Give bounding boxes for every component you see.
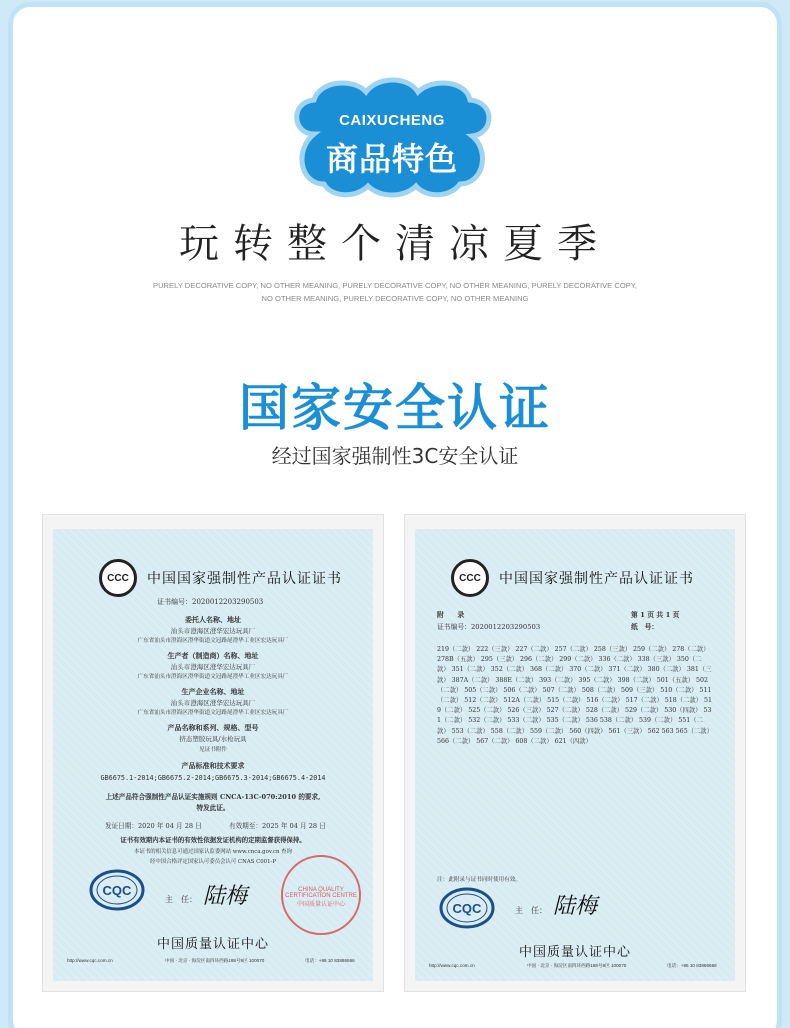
cert-number: 证书编号：2020012203290503 bbox=[157, 598, 264, 606]
product-note: 见证书附件 bbox=[199, 747, 227, 753]
director-label: 主 任： bbox=[165, 895, 197, 904]
page-indicator: 第 1 页 共 1 页 bbox=[631, 611, 680, 619]
certificate-right bbox=[415, 529, 735, 981]
client-name: 汕头市澄海区澄华宏达玩具厂 bbox=[170, 627, 256, 635]
model-list: 219（二款） 222（三款） 227（二款） 257（二款） 258（三款） 259（二款） 278（二款） 278B（五款） 295（三款） 296（二款） 299（二款） 336（二款） 338（三款） 350（二款） 351（二款） 352（二款） 368（二款） 370（二款） 371（二款） 380（二款） 381（三款） 387A（二款） 388E（二款） 393（二款） 395（二款） 398（二款） 501（五款） 502（二款） 505（二款） 506（二款） 507（二款） 508（二款） 509（三款） 510（二款） 511（二款） 512（二款） 512A（二款） 515（二款） 516（二款） 517（二款） 518（二款） 519（二款） 525（二款） 526（三款） 527（二款） 528（二款） 529（二款） 530（四款） 531（二款） 532（二款） 533（二款） 535（二款） 536 538（二款） 539（二款） 551（二款） 553（二款） 558（二款） 559（二款） 560（四款） 561（三款） 562 563 565（二款） 566（二款） 567（二款） 608（二款） 621（四款） bbox=[437, 646, 713, 745]
maker-address: 广东省汕头市澄海区澄华街道文冠路尾澄华工业区宏达玩具厂 bbox=[137, 674, 289, 680]
signature: 陆梅 bbox=[203, 884, 248, 909]
footer-phone: 电话：+86 10 83886666 bbox=[667, 963, 717, 968]
client-label: 委托人名称、地址 bbox=[185, 615, 241, 624]
certificate-title: 中国国家强制性产品认证证书 bbox=[499, 571, 694, 587]
validity-note: 证书有效期内本证书的有效性依据发证机构的定期监督获得保持。 bbox=[120, 836, 306, 844]
standards: GB6675.1-2014;GB6675.2-2014;GB6675.3-2014;GB6675.4-2014 bbox=[100, 774, 326, 782]
director-label: 主 任： bbox=[515, 906, 547, 915]
footer-address: 中国 · 北京 · 海淀区南四环西路188号9区 100070 bbox=[165, 958, 265, 963]
appendix-label: 附 录 bbox=[437, 611, 465, 619]
issue-date: 发证日期：2020 年 04 月 28 日 bbox=[105, 822, 202, 830]
ccc-logo-icon: CCC bbox=[99, 559, 137, 597]
cert-number: 证书编号：2020012203290503 bbox=[437, 623, 541, 631]
query-note-2: 经中国合格评定国家认可委员会认可 CNAS C001-P bbox=[150, 859, 276, 865]
footer-phone: 电话：+86 10 83886666 bbox=[305, 958, 355, 963]
section-title: 国家安全认证 bbox=[239, 379, 551, 437]
cqc-logo-icon bbox=[89, 869, 145, 911]
paper-number: 纸 号： bbox=[631, 623, 659, 631]
headline: 玩转整个清凉夏季 bbox=[179, 221, 611, 267]
factory-name: 汕头市澄海区澄华宏达玩具厂 bbox=[170, 699, 256, 707]
client-address: 广东省汕头市澄海区澄华街道文冠路尾澄华工业区宏达玩具厂 bbox=[137, 638, 289, 644]
decorative-copy bbox=[120, 279, 670, 305]
footer-address: 中国 · 北京 · 海淀区南四环西路188号9区 100070 bbox=[527, 963, 627, 968]
product-label: 产品名称和系列、规格、型号 bbox=[167, 723, 259, 732]
factory-address: 广东省汕头市澄海区澄华街道文冠路尾澄华工业区宏达玩具厂 bbox=[137, 710, 289, 716]
brand-chinese: 商品特色 bbox=[325, 140, 458, 178]
product-name: 挤态塑胶玩具/水枪玩具 bbox=[179, 735, 247, 743]
stamp-text: CHINA QUALITY CERTIFICATION CENTRE 中国质量认证中心 bbox=[285, 887, 357, 908]
decorative-line: PURELY DECORATIVE COPY, NO OTHER MEANING, PURELY DECORATIVE COPY, NO OTHER MEANING, PURELY DECORATIVE COPY, bbox=[153, 281, 637, 290]
issuer-name: 中国质量认证中心 bbox=[156, 937, 269, 952]
standard-label: 产品标准和技术要求 bbox=[181, 761, 245, 770]
maker-label: 生产者（制造商）名称、地址 bbox=[167, 651, 259, 660]
statement-line-1: 上述产品符合强制性产品认证实施规则 CNCA-13C-070:2010 的要求, bbox=[105, 793, 321, 801]
certificate-right-frame bbox=[404, 514, 746, 992]
svg-text:CQC: CQC bbox=[102, 883, 132, 898]
certificate-left bbox=[53, 529, 373, 981]
certificate-left-frame bbox=[42, 514, 384, 992]
appendix-note: 注：此附录与证书同时使用有效。 bbox=[437, 877, 521, 883]
factory-label: 生产企业名称、地址 bbox=[181, 687, 245, 696]
certificate-header bbox=[451, 559, 694, 597]
brand-latin: CAIXUCHENG bbox=[339, 112, 445, 129]
decorative-line: NO OTHER MEANING, PURELY DECORATIVE COPY, NO OTHER MEANING bbox=[261, 294, 529, 303]
section-subtitle: 经过国家强制性3C安全认证 bbox=[271, 444, 519, 468]
footer-website: http://www.cqc.com.cn bbox=[429, 963, 475, 968]
ccc-logo-icon: CCC bbox=[451, 559, 489, 597]
footer-website: http://www.cqc.com.cn bbox=[67, 958, 113, 963]
query-note-1: 本证书的相关信息可通过国家认监委网站 www.cnca.gov.cn 查询 bbox=[134, 849, 292, 855]
certificate-title: 中国国家强制性产品认证证书 bbox=[147, 571, 342, 587]
maker-name: 汕头市澄海区澄华宏达玩具厂 bbox=[170, 663, 256, 671]
signature: 陆梅 bbox=[553, 894, 598, 919]
cqc-logo-icon bbox=[439, 887, 495, 929]
expire-date: 有效期至：2025 年 04 月 28 日 bbox=[229, 822, 326, 830]
statement-line-2: 特发此证。 bbox=[196, 804, 230, 812]
svg-text:CQC: CQC bbox=[452, 901, 482, 916]
issuer-name: 中国质量认证中心 bbox=[518, 945, 631, 960]
red-seal-stamp-icon bbox=[281, 855, 361, 935]
certificate-header bbox=[99, 559, 342, 597]
